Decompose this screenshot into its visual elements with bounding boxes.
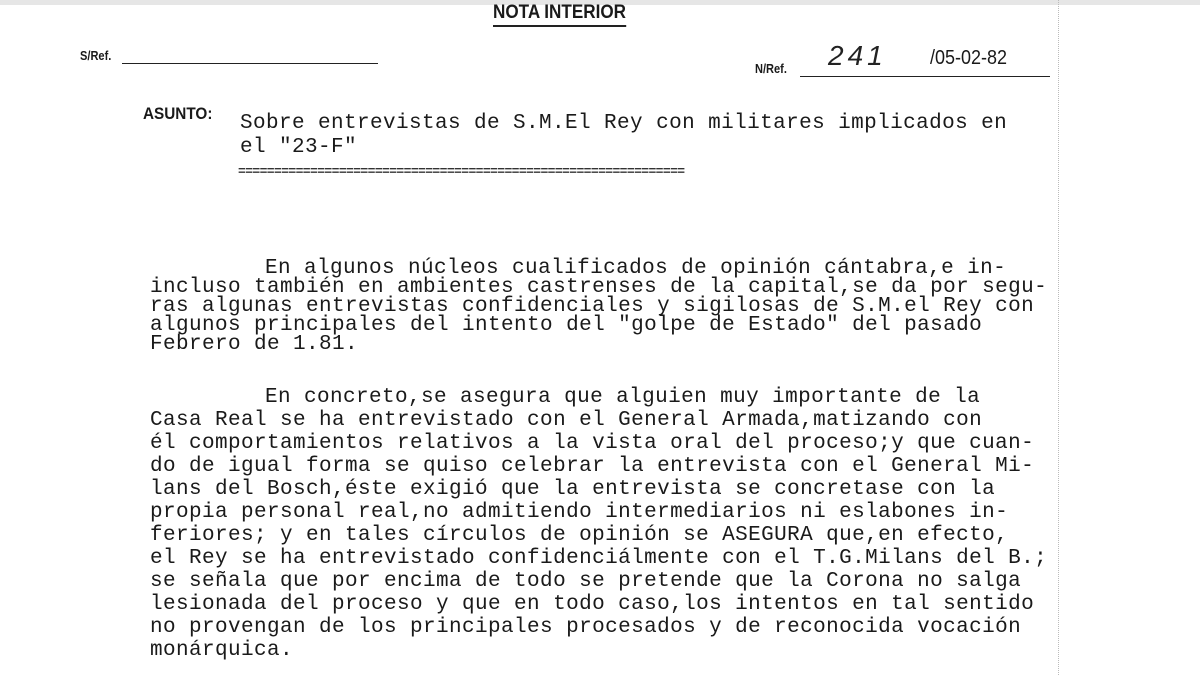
n-ref-number: 241: [828, 40, 887, 71]
document-title: NOTA INTERIOR: [493, 2, 626, 27]
n-ref-date: /05-02-82: [930, 47, 1008, 69]
paragraph-line: incluso también en ambientes castrenses de la capital,se da por segu-: [150, 276, 1048, 299]
subject-line-1: Sobre entrevistas de S.M.El Rey con militares implicados en: [240, 112, 1008, 135]
paragraph-line: algunos principales del intento del "golpe de Estado" del pasado: [150, 314, 983, 337]
paragraph-line: do de igual forma se quiso celebrar la entrevista con el General Mi-: [150, 455, 1035, 478]
paragraph-line: Febrero de 1.81.: [150, 333, 359, 356]
subject-separator: ==============================================================: [238, 164, 685, 179]
s-ref-line: [122, 63, 378, 64]
paragraph-line: En concreto,se asegura que alguien muy importante de la: [135, 386, 981, 409]
paragraph-line: feriores; y en tales círculos de opinión se ASEGURA que,en efecto,: [150, 524, 1009, 547]
paragraph-line: propia personal real,no admitiendo intermediarios ni eslabones in-: [150, 501, 1009, 524]
paragraph-line: lans del Bosch,éste exigió que la entrevista se concretase con la: [150, 478, 996, 501]
n-ref-line: [800, 76, 1050, 77]
paragraph-line: lesionada del proceso y que en todo caso,los intentos en tal sentido: [150, 593, 1035, 616]
n-ref-label: N/Ref.: [755, 61, 787, 76]
page-edge: [1058, 0, 1059, 675]
subject-line-2: el "23-F": [240, 136, 358, 159]
paragraph-line: él comportamientos relativos a la vista oral del proceso;y que cuan-: [150, 432, 1035, 455]
paragraph-line: no provengan de los principales procesados y de reconocida vocación: [150, 616, 1022, 639]
paragraph-line: En algunos núcleos cualificados de opinión cántabra,e in-: [135, 257, 1007, 280]
paragraph-line: monárquica.: [150, 639, 294, 662]
s-ref-label: S/Ref.: [80, 48, 112, 63]
subject-label: ASUNTO:: [143, 104, 213, 123]
paragraph-line: Casa Real se ha entrevistado con el General Armada,matizando con: [150, 409, 983, 432]
paragraph-line: se señala que por encima de todo se pretende que la Corona no salga: [150, 570, 1022, 593]
paragraph-line: el Rey se ha entrevistado confidenciálmente con el T.G.Milans del B.;: [150, 547, 1048, 570]
paragraph-line: ras algunas entrevistas confidenciales y sigilosas de S.M.el Rey con: [150, 295, 1035, 318]
